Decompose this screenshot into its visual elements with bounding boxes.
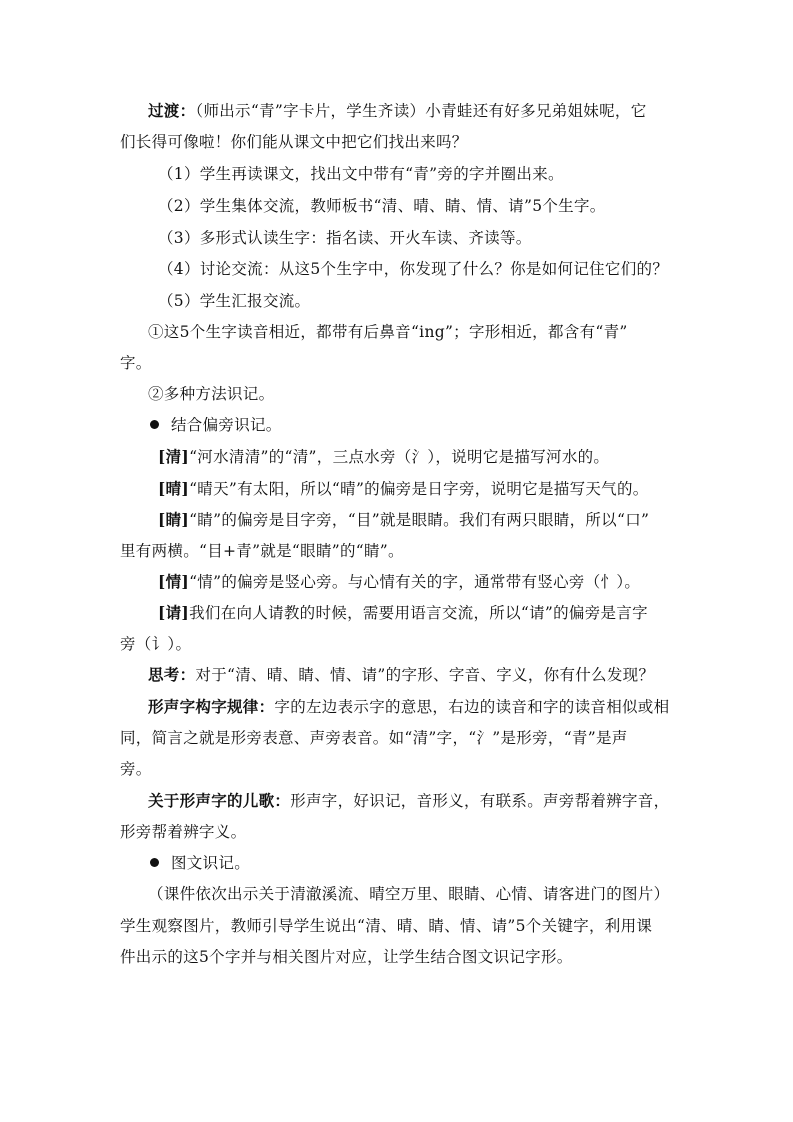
- transition-line-2: 们长得可像啦！你们能从课文中把它们找出来吗？: [120, 133, 468, 151]
- point-2: ②多种方法识记。: [148, 385, 275, 403]
- bullet-radical-text: 结合偏旁识记。: [171, 416, 282, 434]
- courseware-line-3: 件出示的这5个字并与相关图片对应，让学生结合图文识记字形。: [120, 948, 573, 966]
- point-1-line-2: 字。: [120, 354, 152, 372]
- bullet-dot-icon: [150, 420, 159, 429]
- char-qing-heart-tag: [情]: [158, 572, 190, 591]
- song-line-2: 形旁帮着辨字义。: [120, 823, 247, 841]
- point-1-line-1: ①这5个生字读音相近，都带有后鼻音“ing”；字形相近，都含有“青”: [148, 323, 628, 341]
- char-qing-speech-line-1: [158, 603, 648, 623]
- song-label: 关于形声字的儿歌：: [148, 791, 291, 810]
- bullet-picture-text: 图文识记。: [171, 854, 251, 872]
- char-qing-sun: [158, 479, 649, 499]
- char-qing-heart: [158, 572, 640, 592]
- step-2: （2）学生集体交流，教师板书“清、晴、睛、情、请”5个生字。: [158, 197, 606, 215]
- char-qing-sun-tag: [晴]: [158, 479, 190, 498]
- transition-label: 过渡：: [148, 101, 196, 120]
- char-jing-eye-line-2: 里有两横。“目+青”就是“眼睛”的“睛”。: [120, 542, 404, 560]
- char-qing-sun-text: “晴天”有太阳，所以“晴”的偏旁是日字旁，说明它是描写天气的。: [189, 480, 649, 498]
- step-5: （5）学生汇报交流。: [158, 292, 311, 310]
- step-4: （4）讨论交流：从这5个生字中，你发现了什么？你是如何记住它们的？: [158, 260, 669, 278]
- bullet-dot-icon: [150, 858, 159, 867]
- step-1: （1）学生再读课文，找出文中带有“青”旁的字并圈出来。: [158, 165, 564, 183]
- song-text-1: 形声字，好识记，音形义，有联系。声旁帮着辨字音，: [290, 792, 670, 810]
- char-qing-water-text: “河水清清”的“清”，三点水旁（氵），说明它是描写河水的。: [189, 448, 610, 466]
- char-qing-speech-text-1: 我们在向人请教的时候，需要用语言交流，所以“请”的偏旁是言字: [189, 604, 648, 622]
- rule-line-1: [148, 697, 669, 717]
- bullet-picture-memory: [150, 853, 250, 873]
- think-label: 思考：: [148, 665, 196, 684]
- think-line: [148, 665, 654, 685]
- transition-text-1: （师出示“青”字卡片，学生齐读）小青蛙还有好多兄弟姐妹呢，它: [195, 102, 647, 120]
- bullet-radical-memory: [150, 415, 282, 435]
- transition-line-1: [148, 101, 647, 121]
- rule-label: 形声字构字规律：: [148, 697, 275, 716]
- step-3: （3）多形式认读生字：指名读、开火车读、齐读等。: [158, 229, 532, 247]
- think-text: 对于“清、晴、睛、情、请”的字形、字音、字义，你有什么发现？: [195, 666, 655, 684]
- char-jing-eye-tag: [睛]: [158, 510, 190, 529]
- courseware-line-2: 学生观察图片，教师引导学生说出“清、晴、睛、情、请”5个关键字，利用课: [120, 917, 653, 935]
- char-qing-water-tag: [清]: [158, 447, 190, 466]
- courseware-line-1: （课件依次出示关于清澈溪流、晴空万里、眼睛、心情、请客进门的图片）: [148, 885, 670, 903]
- rule-line-3: 旁。: [120, 760, 152, 778]
- char-qing-speech-tag: [请]: [158, 603, 190, 622]
- char-qing-heart-text: “情”的偏旁是竖心旁。与心情有关的字，通常带有竖心旁（忄）。: [189, 573, 641, 591]
- char-qing-water: [158, 447, 609, 467]
- char-jing-eye-text-1: “睛”的偏旁是目字旁，“目”就是眼睛。我们有两只眼睛，所以“口”: [189, 511, 650, 529]
- rule-line-2: 同，简言之就是形旁表意、声旁表音。如“清”字，“氵”是形旁，“青”是声: [120, 729, 628, 747]
- char-qing-speech-line-2: 旁（讠）。: [120, 635, 192, 653]
- rule-text-1: 字的左边表示字的意思，右边的读音和字的读音相似或相: [274, 698, 670, 716]
- char-jing-eye-line-1: [158, 510, 649, 530]
- song-line-1: [148, 791, 669, 811]
